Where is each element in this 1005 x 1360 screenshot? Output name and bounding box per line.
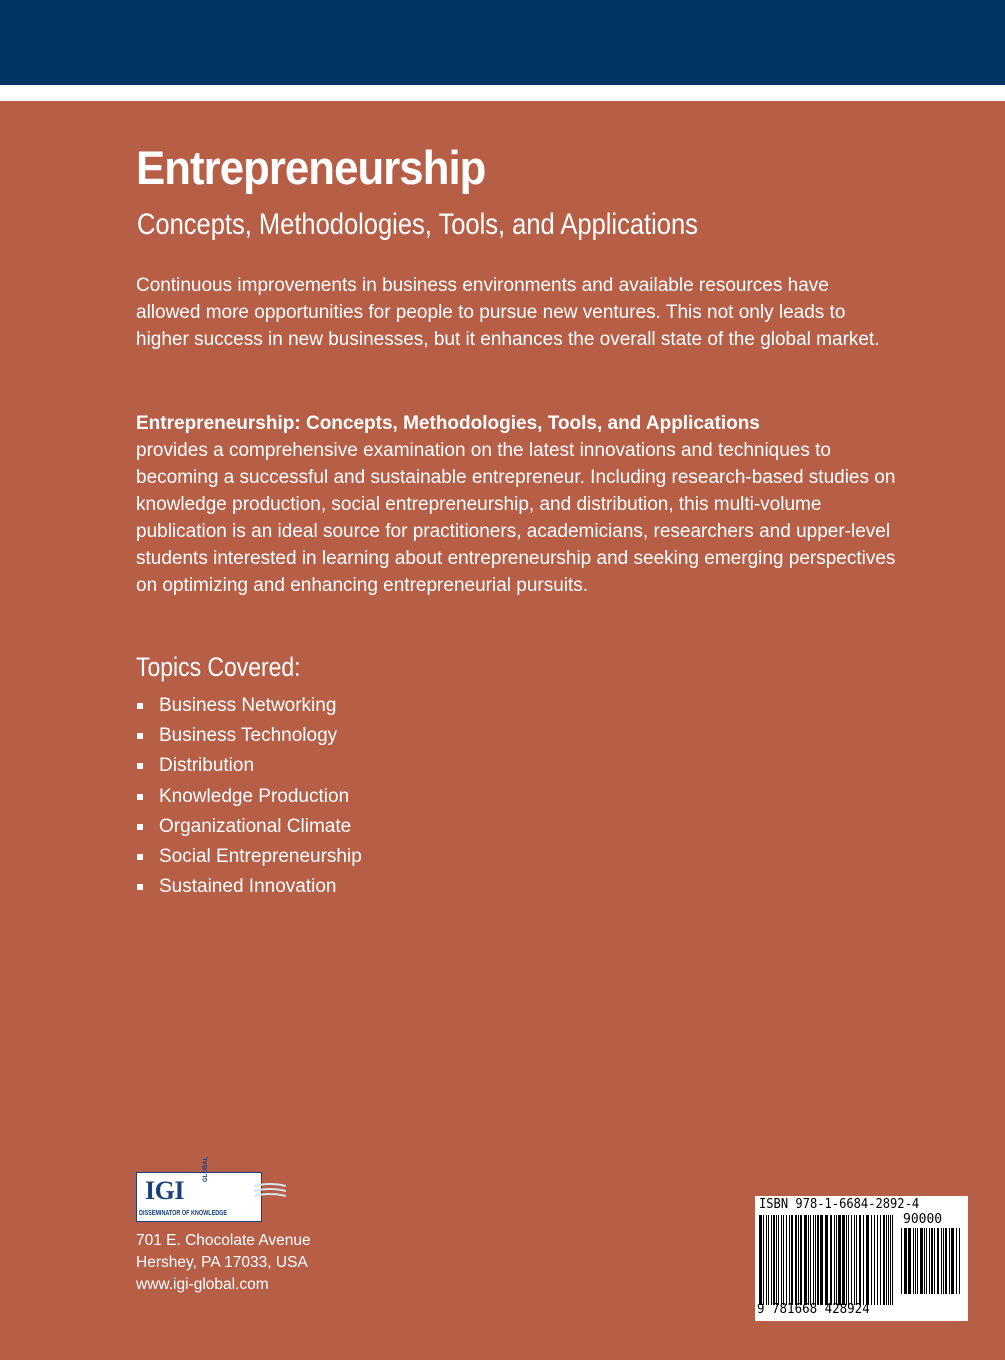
- address-city: Hershey, PA 17033, USA: [136, 1254, 308, 1271]
- topics-heading: Topics Covered:: [136, 652, 301, 682]
- barcode-bar: [825, 1215, 828, 1305]
- description-body: provides a comprehensive examination on the latest innovations and techniques to becoming a successful and sustainable entrepreneur. Including research-based studies on knowledge production, social entrepreneurship, and distribution, this multi-volume publication is an ideal source for practitioners, academicians, researchers and upper-level students interested in learning about entrepreneurship and seeking emerging perspectives on optimizing and enhancing entrepreneurial pursuits.: [136, 440, 896, 596]
- barcode-bar: [880, 1215, 881, 1305]
- barcode-bar: [768, 1215, 769, 1305]
- bullet-icon: [137, 703, 143, 709]
- barcode-bar: [808, 1215, 809, 1305]
- barcode-bar: [904, 1228, 907, 1294]
- barcode-bar: [877, 1215, 878, 1305]
- barcode-bar: [813, 1215, 814, 1305]
- igi-global-logo: [136, 1156, 262, 1222]
- barcode-bar: [859, 1215, 861, 1305]
- barcode-bar: [917, 1228, 918, 1294]
- topic-item: [136, 842, 362, 872]
- barcode-bar: [901, 1228, 902, 1294]
- logo-global-text: GLOBAL: [203, 1156, 209, 1182]
- barcode-bar: [804, 1215, 807, 1305]
- top-band: [0, 0, 1005, 85]
- barcode-bar: [842, 1215, 845, 1305]
- barcode-bar: [874, 1215, 875, 1305]
- barcode-bar: [791, 1215, 793, 1305]
- barcode-bar: [830, 1215, 832, 1305]
- isbn-barcode: [755, 1196, 968, 1321]
- barcode-bar: [800, 1215, 802, 1305]
- barcode-bar: [817, 1215, 819, 1305]
- logo-wordmark: IGI: [145, 1176, 184, 1205]
- barcode-bar: [854, 1215, 855, 1305]
- barcode-bar: [836, 1215, 837, 1305]
- barcode-bar: [863, 1215, 864, 1305]
- bullet-icon: [137, 824, 143, 830]
- barcode-bar: [851, 1215, 852, 1305]
- barcode-digits: 9 781668 428924: [757, 1302, 870, 1317]
- barcode-bar: [931, 1228, 933, 1294]
- topic-item: [136, 872, 362, 902]
- topics-list: [136, 691, 362, 902]
- barcode-bar: [789, 1215, 790, 1305]
- topic-label: Knowledge Production: [159, 785, 350, 807]
- barcode-bar: [908, 1228, 911, 1294]
- price-code: 90000: [903, 1212, 943, 1227]
- bullet-icon: [137, 884, 143, 890]
- barcode-bar: [848, 1215, 849, 1305]
- logo-tagline: DISSEMINATOR OF KNOWLEDGE: [139, 1210, 228, 1217]
- barcode-bar: [926, 1228, 927, 1294]
- barcode-bar: [913, 1228, 914, 1294]
- barcode-addon-bars: [901, 1228, 963, 1294]
- topic-item: [136, 751, 362, 781]
- barcode-bar: [951, 1228, 954, 1294]
- bullet-icon: [137, 733, 143, 739]
- barcode-bar: [945, 1228, 947, 1294]
- isbn-label: ISBN 978-1-6684-2892-4: [759, 1197, 920, 1212]
- barcode-bar: [798, 1215, 799, 1305]
- description-bold-title: Entrepreneurship: Concepts, Methodologies, Tools, and Applications: [136, 413, 760, 434]
- barcode-bar: [795, 1215, 797, 1305]
- bullet-icon: [137, 854, 143, 860]
- barcode-bar: [786, 1215, 787, 1305]
- barcode-bar: [778, 1215, 779, 1305]
- barcode-main-bars: [759, 1215, 897, 1305]
- barcode-bar: [771, 1215, 772, 1305]
- barcode-bar: [890, 1215, 891, 1305]
- barcode-bar: [956, 1228, 957, 1294]
- barcode-bar: [949, 1228, 950, 1294]
- barcode-bar: [783, 1215, 784, 1305]
- barcode-bar: [915, 1228, 916, 1294]
- topic-label: Sustained Innovation: [159, 876, 337, 898]
- barcode-bar: [892, 1215, 893, 1305]
- description-paragraph-2: [136, 410, 896, 599]
- barcode-bar: [856, 1215, 857, 1305]
- topic-item: [136, 691, 362, 721]
- bullet-icon: [137, 794, 143, 800]
- barcode-bar: [776, 1215, 777, 1305]
- barcode-bar: [920, 1228, 923, 1294]
- barcode-bar: [810, 1215, 811, 1305]
- address-street: 701 E. Chocolate Avenue: [136, 1232, 311, 1249]
- barcode-bar: [759, 1215, 762, 1305]
- topic-item: [136, 782, 362, 812]
- bullet-icon: [137, 763, 143, 769]
- barcode-bar: [883, 1215, 885, 1305]
- topic-label: Distribution: [159, 755, 255, 777]
- topic-label: Organizational Climate: [159, 815, 352, 837]
- book-title: Entrepreneurship: [136, 141, 486, 194]
- barcode-bar: [763, 1215, 764, 1305]
- barcode-bar: [941, 1228, 942, 1294]
- book-subtitle: Concepts, Methodologies, Tools, and Applications: [137, 208, 698, 241]
- topic-item: [136, 812, 362, 842]
- topic-label: Business Technology: [159, 725, 338, 747]
- barcode-bar: [866, 1215, 869, 1305]
- barcode-bar: [781, 1215, 782, 1305]
- publisher-address: [136, 1230, 311, 1296]
- barcode-bar: [871, 1215, 872, 1305]
- barcode-bar: [766, 1215, 767, 1305]
- barcode-bar: [888, 1215, 889, 1305]
- barcode-bar: [815, 1215, 816, 1305]
- barcode-bar: [820, 1215, 823, 1305]
- barcode-bar: [934, 1228, 935, 1294]
- barcode-bar: [834, 1215, 835, 1305]
- barcode-bar: [838, 1215, 841, 1305]
- barcode-bar: [959, 1228, 960, 1294]
- barcode-bar: [886, 1215, 887, 1305]
- topic-label: Social Entrepreneurship: [159, 845, 362, 867]
- barcode-bar: [937, 1228, 939, 1294]
- barcode-bar: [924, 1228, 925, 1294]
- barcode-bar: [773, 1215, 775, 1305]
- barcode-bar: [846, 1215, 847, 1305]
- topic-label: Business Networking: [159, 695, 337, 716]
- logo-swoosh-icon: [254, 1182, 286, 1200]
- barcode-bar: [943, 1228, 944, 1294]
- barcode-bar: [929, 1228, 930, 1294]
- description-paragraph-1: Continuous improvements in business environments and available resources have allowed more opportunities for people to pursue new ventures. This not only leads to higher success in new businesses, but it enhances the overall state of the global market.: [136, 275, 880, 350]
- topic-item: [136, 721, 362, 751]
- publisher-website: www.igi-global.com: [136, 1276, 269, 1293]
